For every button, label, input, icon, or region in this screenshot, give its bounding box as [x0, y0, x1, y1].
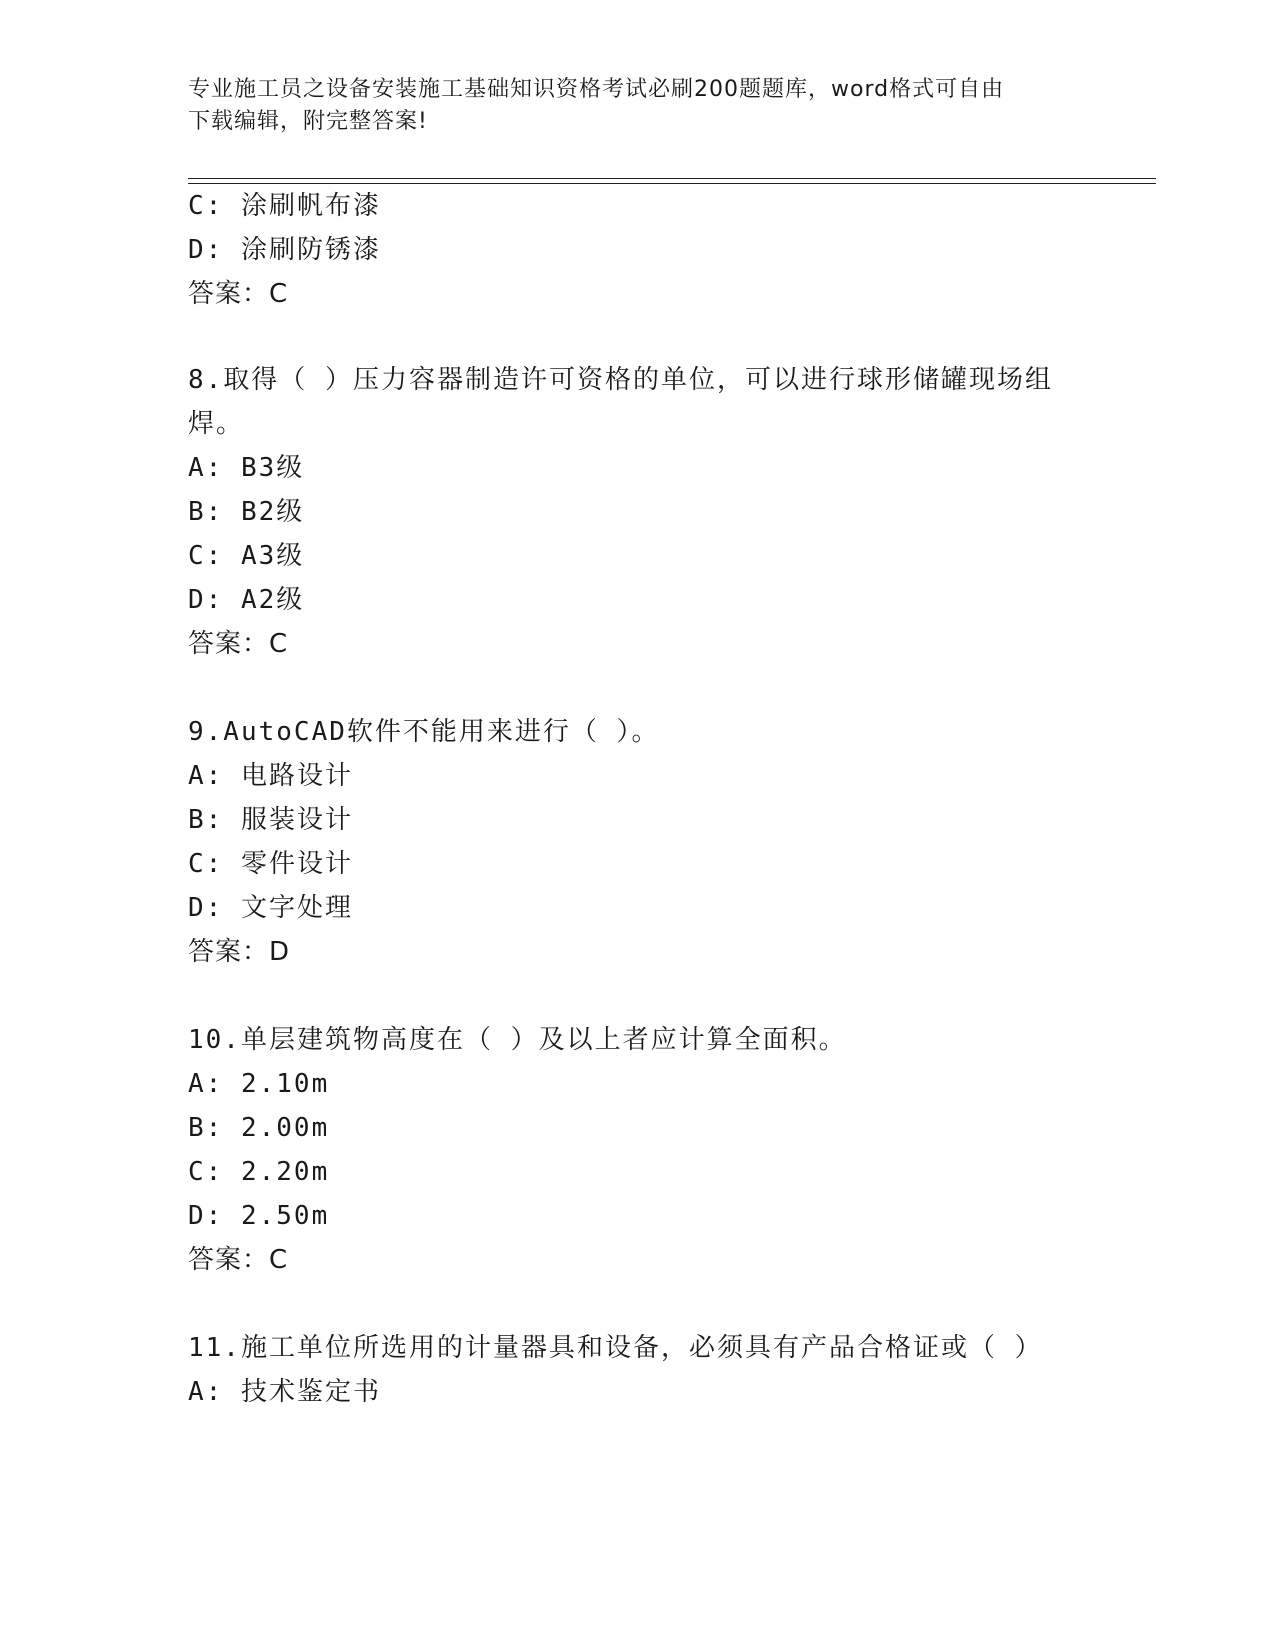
- q9-stem: 9.AutoCAD软件不能用来进行（ ）。: [188, 717, 660, 747]
- q8-option-d: D: A2级: [188, 585, 305, 615]
- q7-option-d: D: 涂刷防锈漆: [188, 235, 381, 265]
- q10-stem: 10.单层建筑物高度在（ ）及以上者应计算全面积。: [188, 1025, 847, 1055]
- q8-stem-line-2: 焊。: [188, 409, 245, 439]
- q10-option-b: B: 2.00m: [188, 1113, 330, 1143]
- header-line-2: 下载编辑，附完整答案!: [188, 109, 428, 134]
- q9-option-a: A: 电路设计: [188, 761, 353, 791]
- q8-option-a: A: B3级: [188, 453, 305, 483]
- q7-answer: 答案：C: [188, 279, 289, 309]
- q8-option-c: C: A3级: [188, 541, 305, 571]
- header-divider-top: [188, 178, 1156, 179]
- q10-option-d: D: 2.50m: [188, 1201, 330, 1231]
- q9-option-d: D: 文字处理: [188, 893, 353, 923]
- q11-stem: 11.施工单位所选用的计量器具和设备，必须具有产品合格证或（ ）: [188, 1333, 1043, 1363]
- document-header: [188, 74, 1088, 138]
- q10-option-a: A: 2.10m: [188, 1069, 330, 1099]
- q8-stem-line-1: 8.取得（ ）压力容器制造许可资格的单位，可以进行球形储罐现场组: [188, 365, 1053, 395]
- q9-option-c: C: 零件设计: [188, 849, 353, 879]
- header-divider-bottom: [188, 183, 1156, 184]
- q10-answer: 答案：C: [188, 1245, 289, 1275]
- q7-option-c: C: 涂刷帆布漆: [188, 191, 381, 221]
- header-line-1: 专业施工员之设备安装施工基础知识资格考试必刷200题题库，word格式可自由: [188, 77, 1005, 102]
- q8-answer: 答案：C: [188, 629, 289, 659]
- q9-option-b: B: 服装设计: [188, 805, 353, 835]
- q10-option-c: C: 2.20m: [188, 1157, 330, 1187]
- q8-option-b: B: B2级: [188, 497, 305, 527]
- q11-option-a: A: 技术鉴定书: [188, 1377, 381, 1407]
- q9-answer: 答案：D: [188, 937, 291, 967]
